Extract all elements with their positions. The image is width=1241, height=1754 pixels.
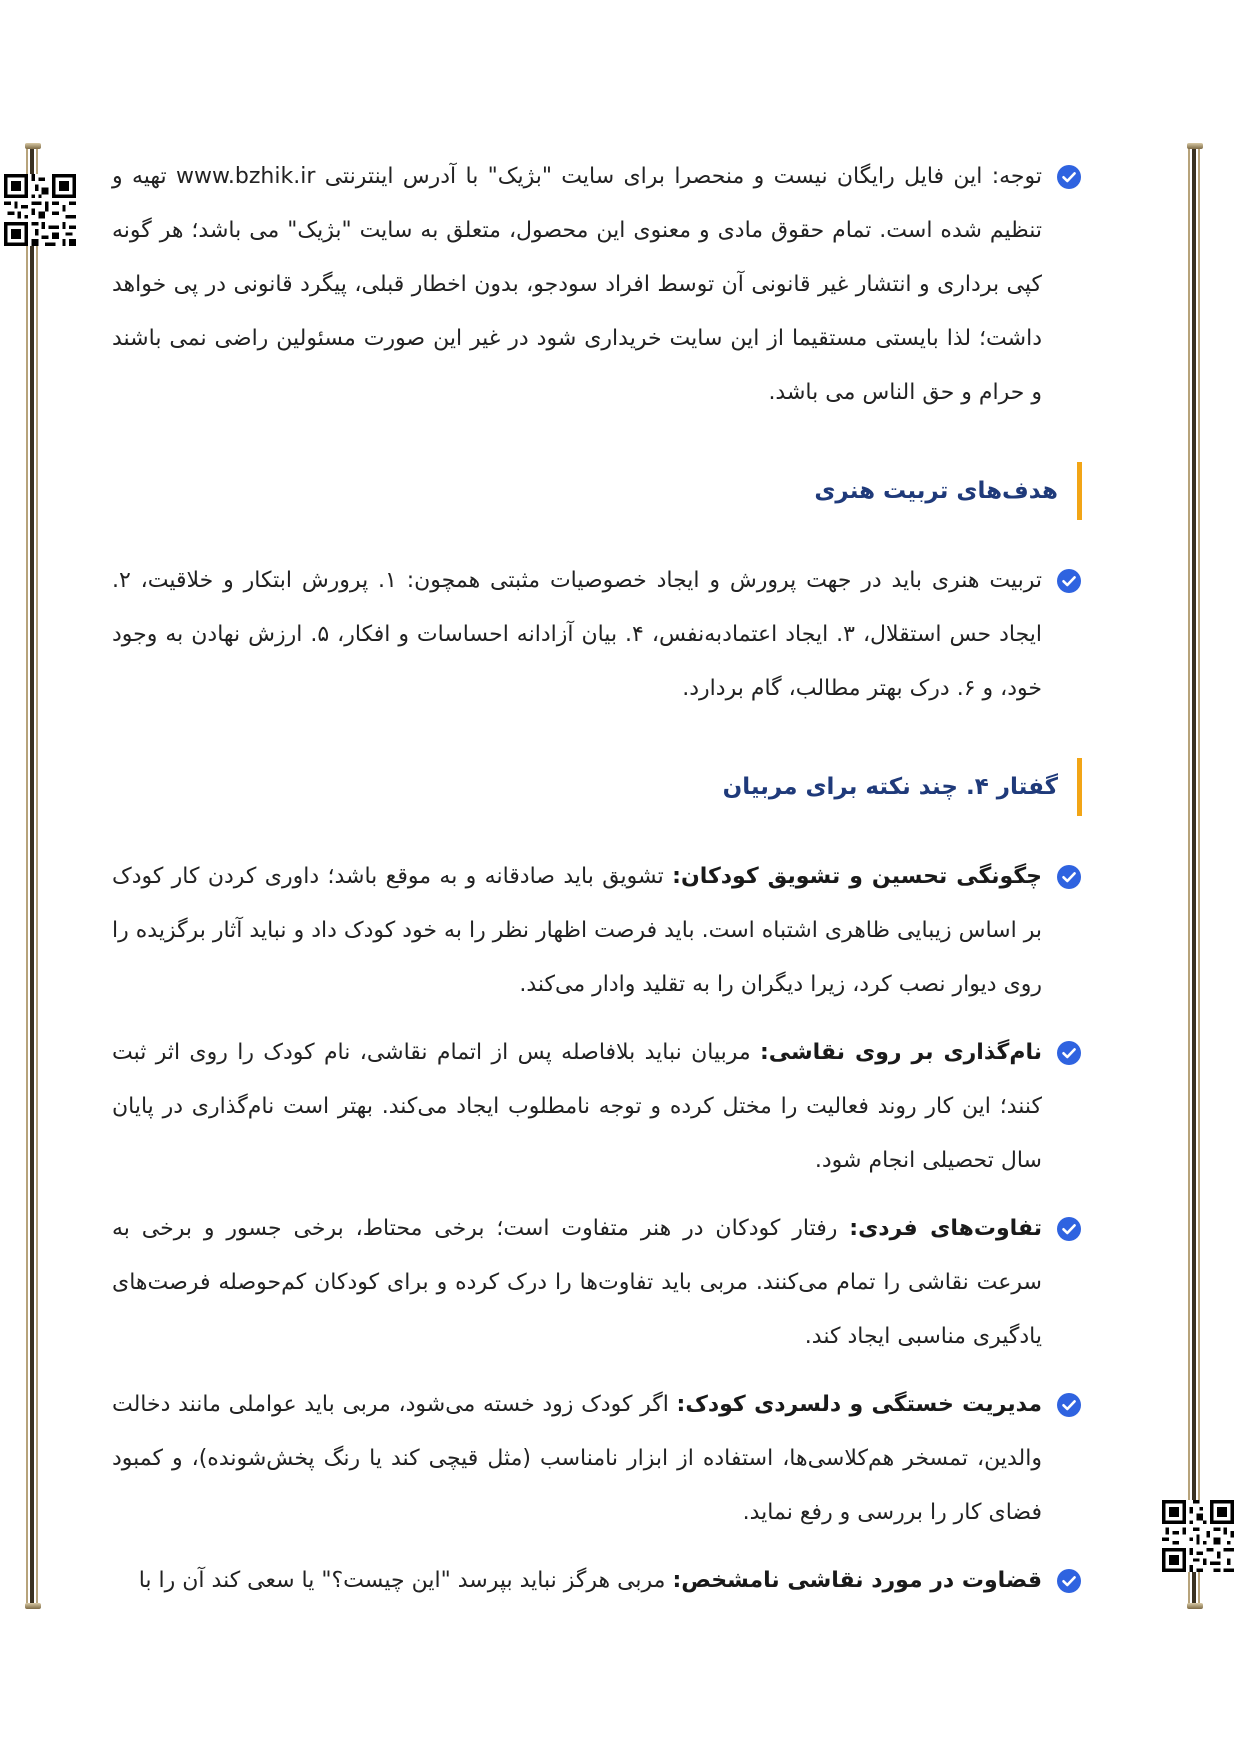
copyright-notice bbox=[112, 150, 1082, 420]
check-circle-icon bbox=[1056, 164, 1082, 190]
list-item bbox=[112, 1202, 1082, 1364]
check-circle-icon bbox=[1056, 1568, 1082, 1594]
right-decorative-border bbox=[1188, 146, 1202, 1606]
list-item-body: رفتار کودکان در هنر متفاوت است؛ برخی محتاط، برخی جسور و برخی به سرعت نقاشی را تمام می‌کنند. مربی باید تفاوت‌ها را درک کرده و برای کودکان کم‌حوصله فرصت‌های یادگیری مناسبی ایجاد کند. bbox=[112, 1216, 1042, 1349]
section-heading-art-goals bbox=[112, 462, 1082, 520]
document-content bbox=[112, 150, 1082, 1608]
left-decorative-border bbox=[26, 146, 40, 1606]
list-item-body: اگر کودک زود خسته می‌شود، مربی باید عواملی مانند دخالت والدین، تمسخر هم‌کلاسی‌ها، استفاده از ابزار نامناسب (مثل قیچی کند یا رنگ پخش‌شونده)، و کمبود فضای کار را بررسی و رفع نماید. bbox=[112, 1392, 1042, 1525]
list-item-body: مربیان نباید بلافاصله پس از اتمام نقاشی، نام کودک را روی اثر ثبت کنند؛ این کار روند فعالیت را مختل کرده و توجه نامطلوب ایجاد می‌کند. بهتر است نام‌گذاری در پایان سال تحصیلی انجام شود. bbox=[112, 1040, 1042, 1173]
list-item-text bbox=[112, 1202, 1042, 1364]
section-heading-text: هدف‌های تربیت هنری bbox=[814, 478, 1058, 504]
list-item-title: تفاوت‌های فردی: bbox=[849, 1216, 1042, 1241]
list-item-text bbox=[112, 850, 1042, 1012]
list-item-title: قضاوت در مورد نقاشی نامشخص: bbox=[672, 1568, 1042, 1593]
list-item bbox=[112, 1554, 1082, 1608]
list-item bbox=[112, 554, 1082, 716]
notice-text: توجه: این فایل رایگان نیست و منحصرا برای سایت "بژیک" با آدرس اینترنتی www.bzhik.ir تهیه و تنظیم شده است. تمام حقوق مادی و معنوی این محصول، متعلق به سایت "بژیک" می باشد؛ هر گونه کپی برداری و انتشار غیر قانونی آن توسط افراد سودجو، بدون اخطار قبلی، پیگرد قانونی در پی خواهد داشت؛ لذا بایستی مستقیما از این سایت خریداری شود در غیر این صورت مسئولین راضی نمی باشند و حرام و حق الناس می باشد. bbox=[112, 164, 1042, 405]
check-circle-icon bbox=[1056, 864, 1082, 890]
list-item-title: چگونگی تحسین و تشویق کودکان: bbox=[672, 864, 1042, 889]
list-item-text bbox=[112, 1554, 1042, 1608]
list-item-text bbox=[112, 1026, 1042, 1188]
heading-accent-bar bbox=[1077, 462, 1082, 520]
list-item bbox=[112, 1026, 1082, 1188]
check-circle-icon bbox=[1056, 568, 1082, 594]
qr-code-icon bbox=[1162, 1500, 1234, 1572]
list-item-title: نام‌گذاری بر روی نقاشی: bbox=[759, 1040, 1042, 1065]
heading-accent-bar bbox=[1077, 758, 1082, 816]
list-item bbox=[112, 850, 1082, 1012]
list-item-text bbox=[112, 1378, 1042, 1540]
list-item-body: تشویق باید صادقانه و به موقع باشد؛ داوری کردن کار کودک بر اساس زیبایی ظاهری اشتباه است. باید فرصت اظهار نظر را به خود کودک داد و نباید آثار برگزیده را روی دیوار نصب کرد، زیرا دیگران را به تقلید وادار می‌کند. bbox=[112, 864, 1042, 997]
qr-code-icon bbox=[4, 174, 76, 246]
list-item-body: مربی هرگز نباید بپرسد "این چیست؟" یا سعی کند آن را با bbox=[138, 1568, 673, 1593]
section-heading-text: گفتار ۴. چند نکته برای مربیان bbox=[722, 774, 1058, 800]
list-item bbox=[112, 1378, 1082, 1540]
section-heading-tips-for-instructors bbox=[112, 758, 1082, 816]
check-circle-icon bbox=[1056, 1040, 1082, 1066]
check-circle-icon bbox=[1056, 1392, 1082, 1418]
check-circle-icon bbox=[1056, 1216, 1082, 1242]
list-item-title: مدیریت خستگی و دلسردی کودک: bbox=[676, 1392, 1042, 1417]
list-item-text: تربیت هنری باید در جهت پرورش و ایجاد خصوصیات مثبتی همچون: ۱. پرورش ابتکار و خلاقیت، ۲. ایجاد حس استقلال، ۳. ایجاد اعتمادبه‌نفس، ۴. بیان آزادانه احساسات و افکار، ۵. ارزش نهادن به وجود خود، و ۶. درک بهتر مطالب، گام بردارد. bbox=[112, 568, 1043, 701]
